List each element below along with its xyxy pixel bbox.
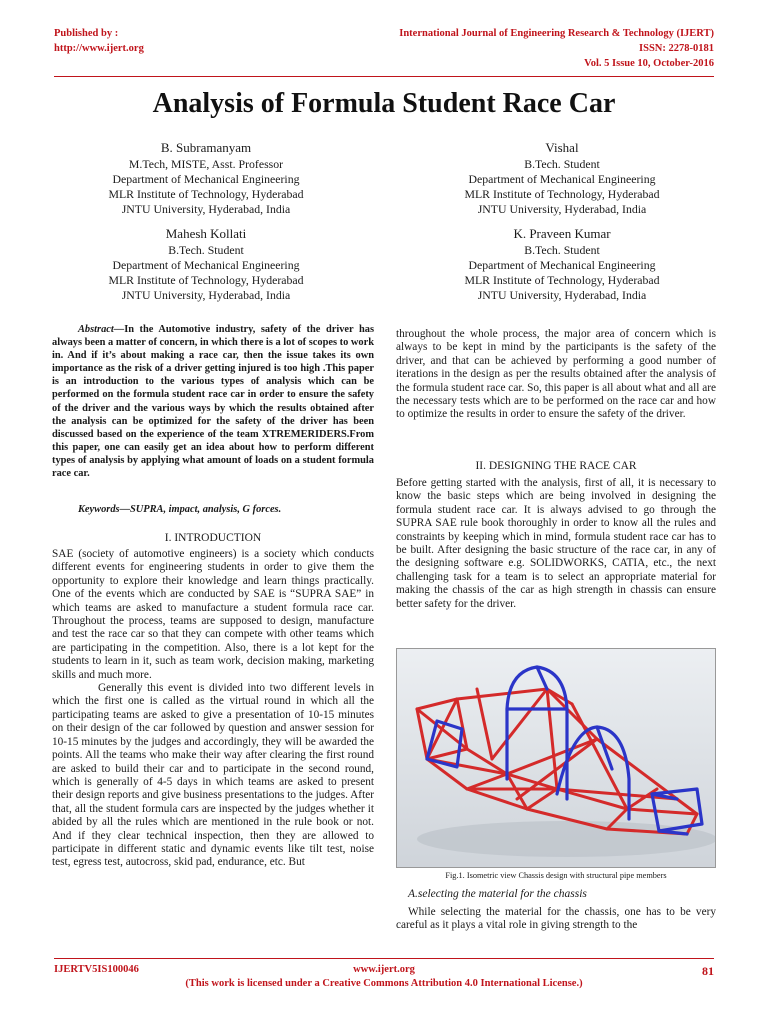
chassis-figure [396, 648, 716, 868]
author-name: B. Subramanyam [160, 140, 252, 155]
abstract [52, 323, 374, 480]
author-affiliation: Department of Mechanical Engineering [112, 172, 300, 186]
section-heading-introduction: I. INTRODUCTION [164, 532, 262, 544]
author-block [402, 140, 722, 217]
author-affiliation: JNTU University, Hyderabad, India [477, 288, 647, 302]
author-affiliation: JNTU University, Hyderabad, India [121, 288, 291, 302]
introduction-body [52, 548, 374, 870]
author-name: Mahesh Kollati [165, 226, 247, 241]
header-divider [54, 76, 714, 77]
page-number: 81 [702, 964, 714, 978]
section-heading-designing: II. DESIGNING THE RACE CAR [475, 460, 637, 472]
author-affiliation: B.Tech. Student [524, 157, 600, 171]
author-affiliation: JNTU University, Hyderabad, India [121, 202, 291, 216]
author-affiliation: JNTU University, Hyderabad, India [477, 202, 647, 216]
paragraph: Generally this event is divided into two different levels in which the first one is called as the virtual round in which all the participating teams are asked to give a presentation of 10-15 minutes on their design of the car followed by question and answer session for 10-15 minutes by the judges and accordingly, they will be awarded the points. All the teams who make their way after clearing the first round are asked to build their car and to participate in the second round, which is generally of 4-5 days in which teams are asked to present their design reports and give business presentations to the judges. After that, all the student formula cars are inspected by the judges whether it abided by all the rules which are mentioned in the rule book or not. And if they clear technical inspection, then they are allowed to participate in different static and dynamic events like tilt test, noise test, egress test, autocross, skid pad, endurance, etc. But [52, 682, 374, 869]
author-affiliation: B.Tech. Student [168, 243, 244, 257]
author-affiliation: Department of Mechanical Engineering [468, 172, 656, 186]
license-notice: (This work is licensed under a Creative Commons Attribution 4.0 International License.) [185, 978, 583, 989]
published-by: Published by : [54, 28, 119, 39]
author-affiliation: Department of Mechanical Engineering [112, 258, 300, 272]
author-affiliation: MLR Institute of Technology, Hyderabad [108, 273, 304, 287]
paragraph: While selecting the material for the chassis, one has to be very careful as it plays a vital role in giving strength to the [396, 906, 716, 932]
chassis-frame-illustration [397, 649, 715, 867]
abstract-lead: Abstract— [78, 324, 125, 335]
author-affiliation: MLR Institute of Technology, Hyderabad [464, 187, 660, 201]
figure-caption: Fig.1. Isometric view Chassis design with structural pipe members [445, 871, 667, 880]
author-block [46, 140, 366, 217]
author-affiliation: MLR Institute of Technology, Hyderabad [108, 187, 304, 201]
journal-url-link[interactable]: http://www.ijert.org [54, 43, 144, 54]
abstract-text: In the Automotive industry, safety of the driver has always been a matter of concern, in which there is a lot of scopes to work in. And if it’s about making a race car, then the issue takes its own importance as the risk of a driver getting injured is too high .This paper is an introduction to the various types of analysis which can be performed on the formula student race car in order to ensure the safety of the driver and the various ways by which the results obtained after the analysis can be optimized for the safety of the driver has been discussed based on the experience of the team XTREMERIDERS.From this paper, one can easily get an idea about how to perform different types of analysis by applying what amount of loads on a student formula race car. [52, 324, 374, 480]
paper-id: IJERTV5IS100046 [54, 964, 139, 975]
author-block [402, 226, 722, 303]
keywords: Keywords—SUPRA, impact, analysis, G forces. [78, 504, 282, 515]
author-affiliation: MLR Institute of Technology, Hyderabad [464, 273, 660, 287]
paragraph: SAE (society of automotive engineers) is a society which conducts different events for engineering students in order to give them the opportunity to explore their knowledge and learn things practically. One of the events which are conducted by SAE is “SUPRA SAE” in which teams are asked to manufacture a student formula race car. Throughout the process, teams are supposed to design, manufacture and test the race car so that they can compete with other teams which are participating in the competition. Also, there is a lot kept for the students to learn in it, such as team work, decision making, marketing skills and much more. [52, 548, 374, 681]
journal-name: International Journal of Engineering Research & Technology (IJERT) [399, 28, 714, 39]
header-right [399, 26, 714, 71]
volume-issue: Vol. 5 Issue 10, October-2016 [584, 58, 714, 69]
author-block [46, 226, 366, 303]
author-affiliation: B.Tech. Student [524, 243, 600, 257]
subsection-heading: A.selecting the material for the chassis [408, 888, 587, 900]
footer-url-link[interactable]: www.ijert.org [353, 964, 415, 975]
header-left [54, 26, 144, 56]
issn: ISSN: 2278-0181 [639, 43, 714, 54]
author-affiliation: Department of Mechanical Engineering [468, 258, 656, 272]
author-affiliation: M.Tech, MISTE, Asst. Professor [128, 157, 284, 171]
author-name: K. Praveen Kumar [513, 226, 611, 241]
footer-divider [54, 958, 714, 959]
paragraph: throughout the whole process, the major area of concern which is always to be kept in mind by the participants is the safety of the driver, and that can be achieved by performing a good number of iterations in the design as per the results obtained after the analysis of the formula student race car. So, this paper is all about what and all are the necessary tests which are to be performed on the race car and how to optimize the results in order to ensure the safety of the driver. [396, 328, 716, 421]
paper-title: Analysis of Formula Student Race Car [152, 88, 616, 119]
paragraph: Before getting started with the analysis, first of all, it is necessary to know the basic steps which are being involved in designing the formula student race car. It is always advised to go through the SUPRA SAE rule book thoroughly in order to know all the rules and constraints by keeping which in mind, formula student race car has to be built. After designing the basic structure of the race car, in any of the designing software e.g. SOLIDWORKS, CATIA, etc., the next challenging task for a team is to select an appropriate material for making the chassis of the car as high strength in chassis can ensure better safety for the driver. [396, 477, 716, 610]
author-name: Vishal [545, 140, 579, 155]
